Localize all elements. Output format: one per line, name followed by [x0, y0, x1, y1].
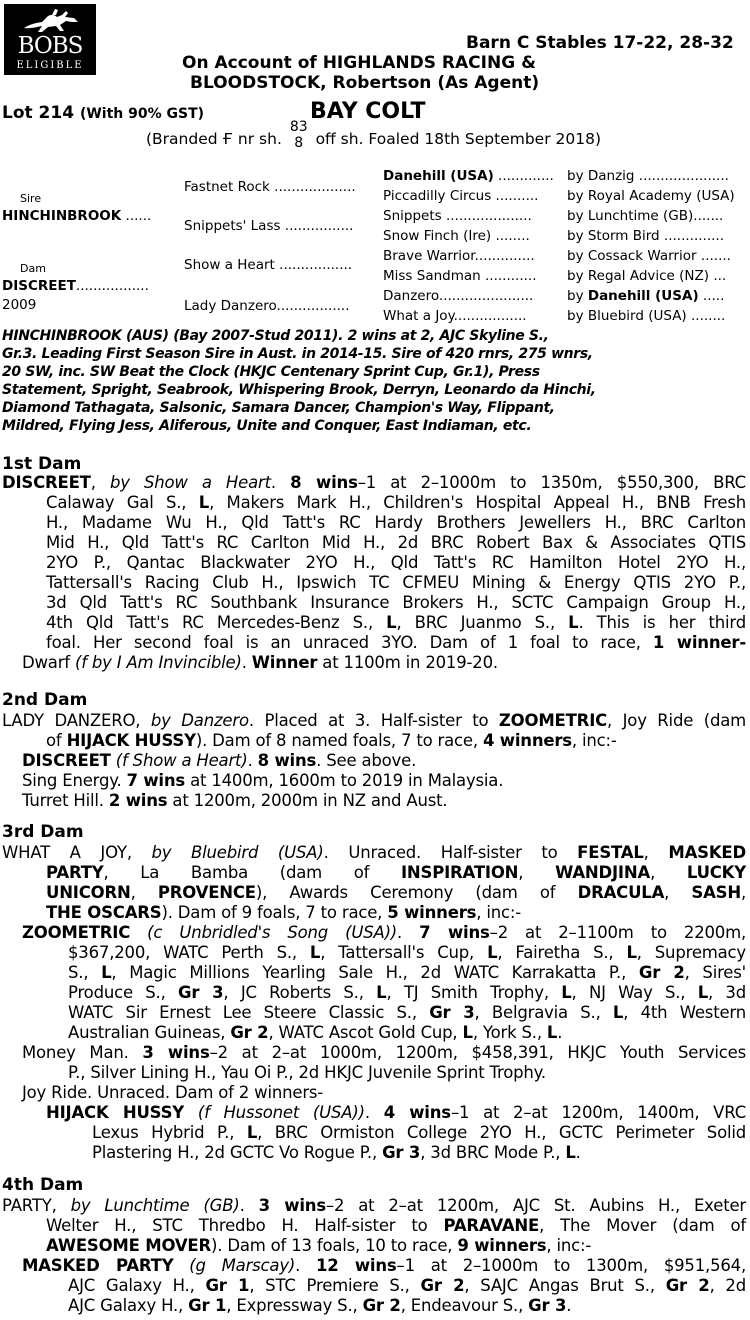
gen2-dam-dam: Lady Danzero................. — [184, 298, 350, 314]
text-segment: SASH — [691, 883, 741, 902]
text-segment: , 2d — [709, 1276, 746, 1295]
text-segment: Gr 1 — [188, 1296, 227, 1315]
text-segment: , STC Premiere S., — [249, 1276, 421, 1295]
brand-frac-bottom: 8 — [294, 134, 304, 151]
text-segment: DISCREET — [22, 751, 111, 770]
gen4-row: by Danehill (USA) ..... — [567, 288, 725, 304]
gen3-row: Snow Finch (Ire) ........ — [383, 228, 530, 244]
lot-title: BAY COLT — [310, 99, 426, 124]
text-segment: Plastering H., 2d GCTC Vo Rogue P., — [92, 1143, 383, 1162]
dam-name: DISCREET................. — [2, 278, 149, 294]
section-heading-3rd-dam: 3rd Dam — [2, 822, 84, 842]
text-segment: Australian Guineas, — [68, 1023, 231, 1042]
text-segment: , Endeavour S., — [400, 1296, 529, 1315]
text-segment: 4th Qld Tatt's RC Mercedes-Benz S., — [46, 613, 387, 632]
dam3-line — [0, 1123, 746, 1143]
sire-para-line: Diamond Tathagata, Salsonic, Samara Dancer, Champion's Way, Flippant, — [2, 400, 555, 416]
dam2-line — [0, 731, 746, 751]
text-segment: WATC Sir Ernest Lee Steere Classic S., — [68, 1003, 430, 1022]
brand-frac-top: 83 — [289, 118, 308, 135]
text-segment: by Lunchtime (GB) — [70, 1196, 240, 1215]
text-segment: Winner — [251, 653, 318, 672]
dam-label: Dam — [20, 262, 46, 275]
text-segment: , BRC Ormiston College 2YO H., GCTC Perimeter Solid — [257, 1123, 747, 1142]
sire-name-text: HINCHINBROOK — [2, 208, 122, 224]
dam4-line — [0, 1216, 746, 1236]
text-segment: , SAJC Angas Brut S., — [464, 1276, 666, 1295]
text-segment: , — [650, 863, 687, 882]
gst-note: (With 90% GST) — [79, 106, 205, 122]
dam1-line — [0, 653, 746, 673]
text-segment: , Tattersall's Cup, — [320, 943, 488, 962]
text-segment — [130, 923, 147, 942]
dam1-line — [0, 633, 746, 653]
text-segment: , inc:- — [546, 1236, 592, 1255]
text-segment: Sing Energy. — [22, 771, 127, 790]
gen4-row: by Bluebird (USA) ........ — [567, 308, 726, 324]
text-segment: , Sires' — [684, 963, 746, 982]
text-segment: L — [561, 983, 572, 1002]
text-segment: (f Show a Heart) — [115, 751, 248, 770]
text-segment: THE OSCARS — [46, 903, 162, 922]
gen4-row — [567, 187, 735, 206]
text-segment: –2 at 2–1100m to 2200m, — [489, 923, 747, 942]
text-segment — [184, 1103, 198, 1122]
text-segment: L — [697, 983, 709, 1002]
brand-text-pre: (Branded — [146, 130, 223, 148]
text-segment: (f Hussonet (USA)) — [197, 1103, 365, 1122]
barn-location: Barn C Stables 17-22, 28-32 — [466, 33, 734, 53]
text-segment: L — [386, 613, 397, 632]
dam-name-text: DISCREET — [2, 278, 76, 294]
gen4-text: Storm Bird — [587, 228, 660, 244]
text-segment: 2 wins — [108, 791, 168, 810]
text-segment: by Danzero — [150, 711, 249, 730]
text-segment: Gr 1 — [205, 1276, 250, 1295]
text-segment: L — [246, 1123, 258, 1142]
text-segment: , Magic Millions Yearling Sale H., 2d WATC Karrakatta P., — [111, 963, 639, 982]
by-text: by — [567, 308, 584, 324]
text-segment: UNICORN — [46, 883, 131, 902]
dam3-line — [0, 943, 746, 963]
text-segment: . See above. — [316, 751, 417, 770]
text-segment: 4 winners — [482, 731, 572, 750]
dam4-line — [0, 1236, 746, 1256]
gen3-row: Snippets .................... — [383, 208, 532, 224]
text-segment: –1 at 2–at 1200m, 1400m, VRC — [450, 1103, 747, 1122]
text-segment: , Expressway S., — [226, 1296, 363, 1315]
text-segment: INSPIRATION — [400, 863, 519, 882]
dam1-line — [0, 613, 746, 633]
text-segment: , Joy Ride (dam — [607, 711, 747, 730]
dam3-line: P., Silver Lining H., Yau Oi P., 2d HKJC Juvenile Sprint Trophy. — [68, 1063, 546, 1082]
gen4-text: Danehill (USA) — [587, 288, 699, 304]
text-segment: . Placed at 3. Half-sister to — [248, 711, 499, 730]
gen4-row: by Lunchtime (GB)....... — [567, 208, 724, 224]
section-heading-4th-dam: 4th Dam — [2, 1175, 84, 1195]
text-segment: MASKED — [668, 843, 746, 862]
text-segment: Welter H., STC Thredbo H. Half-sister to — [46, 1216, 444, 1235]
sire-para-line: Gr.3. Leading First Season Sire in Aust. in 2014-15. Sire of 420 rnrs, 275 wnrs, — [2, 346, 593, 362]
text-segment: , inc:- — [571, 731, 617, 750]
gen4-text: Royal Academy (USA) — [587, 188, 735, 204]
dam3-line — [0, 1043, 746, 1063]
text-segment: Produce S., — [68, 983, 178, 1002]
text-segment: , 4th Western — [623, 1003, 746, 1022]
brand-details — [146, 118, 602, 151]
vendor-line-2: BLOODSTOCK, Robertson (As Agent) — [190, 73, 540, 93]
bobs-eligible-logo — [4, 4, 96, 75]
text-segment: –1 at 2–1000m to 1300m, $951,564, — [396, 1256, 747, 1275]
gen3-row: What a Joy................. — [383, 308, 527, 324]
text-segment: , The Mover (dam of — [539, 1216, 746, 1235]
gen4-text: Regal Advice (NZ) — [587, 268, 710, 284]
text-segment: DRACULA — [577, 883, 665, 902]
logo-subtitle: ELIGIBLE — [16, 60, 84, 71]
gen2-text: Fastnet Rock — [184, 179, 270, 195]
text-segment: $367,200, WATC Perth S., — [68, 943, 310, 962]
gen3-text: Danehill (USA) — [383, 168, 494, 184]
text-segment: foal. Her second foal is an unraced 3YO. Dam of 1 foal to race, — [46, 633, 653, 652]
text-segment: Gr 3 — [528, 1296, 567, 1315]
dam3-line — [0, 1103, 746, 1123]
text-segment: L — [101, 963, 112, 982]
dam3-line: Joy Ride. Unraced. Dam of 2 winners- — [22, 1083, 324, 1102]
text-segment: of — [46, 731, 67, 750]
text-segment: 12 wins — [316, 1256, 397, 1275]
text-segment: at 1100m in 2019-20. — [317, 653, 498, 672]
text-segment: Gr 3 — [382, 1143, 421, 1162]
dam2-line — [0, 771, 746, 791]
dam1-line: 2YO P., Qantac Blackwater 2YO H., Qld Tatt's RC Hamilton Hotel 2YO H., — [46, 553, 746, 572]
dam4-block — [0, 1196, 746, 1316]
gen2-text: Snippets' Lass — [184, 218, 281, 234]
text-segment: L — [487, 943, 498, 962]
text-segment: ZOOMETRIC — [22, 923, 131, 942]
dam4-line — [0, 1276, 746, 1296]
text-segment: , BRC Juanmo S., — [396, 613, 569, 632]
text-segment: , 3d — [708, 983, 746, 1002]
text-segment: 7 wins — [419, 923, 490, 942]
gen3-text: Snippets — [383, 208, 442, 224]
text-segment: at 1400m, 1600m to 2019 in Malaysia. — [185, 771, 504, 790]
text-segment: L — [376, 983, 387, 1002]
dam3-line — [0, 1003, 746, 1023]
vendor-line-1: On Account of HIGHLANDS RACING & — [182, 53, 536, 73]
text-segment: , 3d BRC Mode P., — [420, 1143, 566, 1162]
dam1-line: 3d Qld Tatt's RC Southbank Insurance Brokers H., SCTC Campaign Group H., — [46, 593, 746, 612]
text-segment: LADY DANZERO, — [2, 711, 151, 730]
text-segment: at 1200m, 2000m in NZ and Aust. — [167, 791, 448, 810]
text-segment: L — [309, 943, 321, 962]
dam2-line — [0, 751, 746, 771]
dam1-line — [0, 493, 746, 513]
by-text: by — [567, 188, 584, 204]
text-segment: (c Unbridled's Song (USA)) — [147, 923, 398, 942]
text-segment: . Unraced. Half-sister to — [323, 843, 578, 862]
text-segment: Lexus Hybrid P., — [92, 1123, 247, 1142]
text-segment: Gr 2 — [665, 1276, 710, 1295]
logo-word: BOBS — [17, 33, 83, 59]
text-segment: L — [626, 943, 637, 962]
sire-name: HINCHINBROOK ...... — [2, 208, 152, 224]
sire-label: Sire — [20, 192, 42, 205]
text-segment: L — [612, 1003, 624, 1022]
text-segment: –2 at 2–at 1200m, AJC St. Aubins H., Exeter — [325, 1196, 746, 1215]
by-text: by — [567, 208, 584, 224]
text-segment: , — [740, 883, 746, 902]
by-text: by — [567, 248, 584, 264]
text-segment: AWESOME MOVER — [46, 1236, 211, 1255]
text-segment: , inc:- — [476, 903, 521, 922]
text-segment — [173, 1256, 189, 1275]
text-segment: MASKED PARTY — [22, 1256, 174, 1275]
section-heading-2nd-dam: 2nd Dam — [2, 690, 88, 710]
text-segment: FESTAL — [577, 843, 644, 862]
text-segment: WHAT A JOY, — [2, 843, 152, 862]
text-segment: , Belgravia S., — [474, 1003, 613, 1022]
text-segment: , Supremacy — [636, 943, 746, 962]
text-segment: 5 winners — [387, 903, 477, 922]
text-segment: . — [575, 1143, 581, 1162]
dam3-line — [0, 883, 746, 903]
lot-number — [2, 103, 204, 123]
text-segment: . — [239, 1196, 259, 1215]
text-segment: AJC Galaxy H., — [68, 1296, 189, 1315]
gen3-text: What a Joy — [383, 308, 454, 324]
text-segment: . — [241, 653, 252, 672]
by-text: by — [567, 168, 584, 184]
dam3-line — [0, 903, 746, 923]
text-segment: L — [568, 613, 579, 632]
gen4-row: by Regal Advice (NZ) ... — [567, 268, 727, 284]
text-segment: S., — [68, 963, 102, 982]
text-segment: , WATC Ascot Gold Cup, — [268, 1023, 463, 1042]
text-segment: , York S., — [472, 1023, 547, 1042]
text-segment: ). Dam of 13 foals, 10 to race, — [211, 1236, 458, 1255]
gen4-row: by Storm Bird .............. — [567, 228, 725, 244]
text-segment: PARAVANE — [443, 1216, 540, 1235]
text-segment: . — [557, 1023, 563, 1042]
text-segment: . — [270, 473, 291, 492]
text-segment: . — [566, 1296, 572, 1315]
text-segment: , — [90, 473, 110, 492]
text-segment: Dwarf — [22, 653, 75, 672]
by-text: by — [567, 288, 584, 304]
text-segment: Money Man. — [22, 1043, 143, 1062]
sire-para-line: 20 SW, inc. SW Beat the Clock (HKJC Centenary Sprint Cup, Gr.1), Press — [2, 364, 540, 380]
text-segment: L — [546, 1023, 558, 1042]
text-segment: , NJ Way S., — [571, 983, 698, 1002]
text-segment: Gr 2 — [362, 1296, 401, 1315]
gen3-text: Piccadilly Circus — [383, 188, 492, 204]
text-segment: PROVENCE — [157, 883, 256, 902]
gen4-text: Bluebird (USA) — [587, 308, 687, 324]
gen4-row: by Cossack Warrior ....... — [567, 248, 731, 264]
text-segment: ). Dam of 8 named foals, 7 to race, — [195, 731, 483, 750]
text-segment: , La Bamba (dam of — [103, 863, 401, 882]
sire-para-line: Statement, Spright, Seabrook, Whispering Brook, Derryn, Leonardo da Hinchi, — [2, 382, 596, 398]
text-segment: . — [295, 1256, 316, 1275]
sire-para-line: HINCHINBROOK (AUS) (Bay 2007-Stud 2011). 2 wins at 2, AJC Skyline S., — [2, 328, 549, 344]
dam3-line — [0, 923, 746, 943]
gen3-row: Danzero...................... — [383, 288, 534, 304]
dam1-block — [0, 473, 746, 673]
text-segment: Turret Hill. — [22, 791, 109, 810]
gen3-text: Snow Finch (Ire) — [383, 228, 492, 244]
text-segment: HIJACK HUSSY — [66, 731, 196, 750]
text-segment: 7 wins — [126, 771, 186, 790]
gen4-text: Cossack Warrior — [587, 248, 697, 264]
text-segment: –1 at 2–1000m to 1350m, $550,300, BRC — [357, 473, 746, 492]
by-text: by — [567, 228, 584, 244]
text-segment: 1 winner — [652, 633, 740, 652]
text-segment: , Makers Mark H., Children's Hospital Appeal H., BNB Fresh — [209, 493, 746, 512]
text-segment: . — [397, 923, 420, 942]
text-segment: 4 wins — [383, 1103, 451, 1122]
gen3-row: Danehill (USA) ............. — [383, 168, 554, 184]
dam1-line — [0, 473, 746, 493]
sire-para-line: Mildred, Flying Jess, Aliferous, Unite and Conquer, East Indiaman, etc. — [2, 418, 532, 434]
text-segment: 3 wins — [142, 1043, 210, 1062]
text-segment: by Show a Heart — [109, 473, 271, 492]
gen3-text: Brave Warrior — [383, 248, 475, 264]
text-segment: , Fairetha S., — [497, 943, 627, 962]
text-segment: Gr 3 — [178, 983, 224, 1002]
dam3-line — [0, 963, 746, 983]
dam4-line — [0, 1196, 746, 1216]
text-segment: by Bluebird (USA) — [151, 843, 324, 862]
dam2-block — [0, 711, 746, 811]
dam2-line — [0, 711, 746, 731]
gen2-text: Show a Heart — [184, 257, 275, 273]
gen3-row: Miss Sandman ............ — [383, 268, 537, 284]
text-segment: , TJ Smith Trophy, — [386, 983, 562, 1002]
text-segment: , — [643, 843, 669, 862]
dam3-line — [0, 843, 746, 863]
text-segment: AJC Galaxy H., — [68, 1276, 206, 1295]
text-segment: 3 wins — [258, 1196, 326, 1215]
dam1-line: Tattersall's Racing Club H., Ipswich TC CFMEU Mining & Energy QTIS 2YO P., — [46, 573, 746, 592]
by-text: by — [567, 268, 584, 284]
gen2-sire-dam: Snippets' Lass ................ — [184, 218, 354, 234]
gen4-row: by Danzig ..................... — [567, 168, 729, 184]
dam3-line — [0, 983, 746, 1003]
gen2-sire-sire: Fastnet Rock ................... — [184, 179, 356, 195]
text-segment: 8 wins — [290, 473, 358, 492]
dam3-line — [0, 1143, 746, 1163]
gen3-text: Danzero — [383, 288, 439, 304]
dam4-line — [0, 1256, 746, 1276]
text-segment: ), Awards Ceremony (dam of — [255, 883, 578, 902]
text-segment: Gr 3 — [429, 1003, 475, 1022]
gen4-text: Danzig — [587, 168, 635, 184]
text-segment: LUCKY — [686, 863, 747, 882]
text-segment: , — [664, 883, 692, 902]
dam3-line — [0, 863, 746, 883]
gen2-dam-sire: Show a Heart ................. — [184, 257, 353, 273]
text-segment: 8 wins — [257, 751, 317, 770]
dam1-line: H., Madame Wu H., Qld Tatt's RC Hardy Brothers Jewellers H., BRC Carlton — [46, 513, 746, 532]
gen3-row: Brave Warrior.............. — [383, 248, 535, 264]
horse-and-rider-icon — [22, 8, 80, 34]
text-segment: ZOOMETRIC — [498, 711, 608, 730]
lot-number-text: Lot 214 — [2, 103, 75, 123]
text-segment: Gr 2 — [638, 963, 685, 982]
text-segment: PARTY, — [2, 1196, 71, 1215]
text-segment: HIJACK HUSSY — [46, 1103, 185, 1122]
brand-text-mid: nr sh. — [233, 130, 287, 148]
brand-fraction — [290, 119, 308, 151]
text-segment: Gr 2 — [230, 1023, 269, 1042]
text-segment: DISCREET — [2, 473, 91, 492]
text-segment: , — [130, 883, 158, 902]
text-segment: L — [565, 1143, 576, 1162]
gen2-text: Lady Danzero — [184, 298, 277, 314]
text-segment: –2 at 2–at 1000m, 1200m, $458,391, HKJC Youth Services — [209, 1043, 747, 1062]
text-segment: , — [518, 863, 556, 882]
dam4-line — [0, 1296, 746, 1316]
brand-mark-icon: Ғ — [222, 130, 233, 148]
text-segment: 9 winners — [457, 1236, 547, 1255]
text-segment: . — [247, 751, 258, 770]
text-segment: . This is her third — [578, 613, 746, 632]
brand-text-post: off sh. Foaled 18th September 2018) — [310, 130, 602, 148]
text-segment: WANDJINA — [555, 863, 651, 882]
text-segment: PARTY — [46, 863, 104, 882]
text-segment: (g Marscay) — [189, 1256, 296, 1275]
sire-paragraph — [2, 327, 622, 435]
text-segment: Calaway Gal S., — [46, 493, 199, 512]
dam-year: 2009 — [2, 297, 37, 313]
section-heading-1st-dam: 1st Dam — [2, 454, 82, 474]
dam3-line — [0, 1023, 746, 1043]
dam3-block — [0, 843, 746, 1163]
dam2-line — [0, 791, 746, 811]
text-segment: . — [364, 1103, 384, 1122]
text-segment: - — [739, 633, 746, 652]
gen4-text: Lunchtime (GB) — [587, 208, 694, 224]
text-segment: L — [462, 1023, 473, 1042]
gen3-row: Piccadilly Circus .......... — [383, 188, 539, 204]
text-segment: L — [198, 493, 210, 512]
text-segment: (f by I Am Invincible) — [74, 653, 242, 672]
gen3-text: Miss Sandman — [383, 268, 481, 284]
dam1-line: Mid H., Qld Tatt's RC Carlton Mid H., 2d BRC Robert Bax & Associates QTIS — [46, 533, 746, 552]
text-segment: ). Dam of 9 foals, 7 to race, — [161, 903, 388, 922]
text-segment: , JC Roberts S., — [223, 983, 377, 1002]
text-segment: Gr 2 — [420, 1276, 465, 1295]
